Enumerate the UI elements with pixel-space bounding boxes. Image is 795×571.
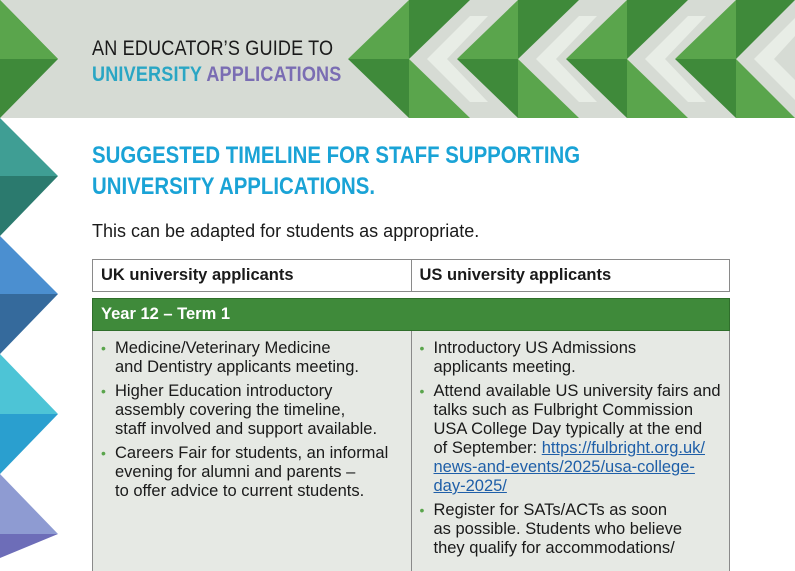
guide-title-word-university: UNIVERSITY: [92, 63, 202, 86]
fulbright-link-part1[interactable]: https://fulbright.org.uk/: [541, 439, 705, 457]
us-item-2-line-3: USA College Day typically at the end: [433, 420, 703, 438]
page-header: [0, 0, 795, 118]
us-item-1-line-1: • Introductory US Admissions: [433, 339, 637, 357]
section-title: [92, 140, 619, 202]
column-header-us: US university applicants: [411, 260, 730, 291]
term-body: [92, 331, 730, 571]
us-item-2-link-prefix: of September:: [433, 439, 542, 457]
intro-text: This can be adapted for students as appropriate.: [92, 221, 480, 241]
us-item-list: [420, 339, 724, 558]
uk-item-3-line-2: evening for alumni and parents –: [115, 463, 356, 481]
uk-column: [93, 331, 411, 571]
us-item-3-line-3: they qualify for accommodations/: [433, 539, 675, 557]
uk-item-3-line-1: • Careers Fair for students, an informal: [115, 444, 389, 462]
guide-title: [92, 36, 341, 88]
uk-item-3-line-3: to offer advice to current students.: [115, 482, 365, 500]
us-item-2-line-1: • Attend available US university fairs and: [433, 382, 721, 400]
us-item-register-sat-act: [420, 501, 724, 558]
us-item-2-line-2: talks such as Fulbright Commission: [433, 401, 694, 419]
uk-item-careers-fair: [101, 444, 405, 501]
us-item-3-line-1: • Register for SATs/ACTs as soon: [433, 501, 668, 519]
uk-item-2-line-2: assembly covering the timeline,: [115, 401, 346, 419]
uk-item-medicine-meeting: [101, 339, 405, 377]
term-header-year12-term1: Year 12 – Term 1: [92, 298, 730, 331]
section-title-line2: UNIVERSITY APPLICATIONS.: [92, 173, 375, 200]
us-item-university-fairs: [420, 382, 724, 496]
us-item-1-line-2: applicants meeting.: [433, 358, 576, 376]
uk-item-2-line-1: • Higher Education introductory: [115, 382, 333, 400]
column-header-uk: UK university applicants: [101, 266, 294, 284]
uk-item-he-assembly: [101, 382, 405, 439]
side-triangle-strip: [0, 118, 60, 558]
uk-item-1-line-2: and Dentistry applicants meeting.: [115, 358, 359, 376]
us-column: [411, 331, 730, 571]
uk-item-2-line-3: staff involved and support available.: [115, 420, 378, 438]
section-title-line1: SUGGESTED TIMELINE FOR STAFF SUPPORTING: [92, 142, 581, 169]
fulbright-link-part2[interactable]: news-and-events/2025/usa-college-: [433, 458, 695, 476]
us-item-3-line-2: as possible. Students who believe: [433, 520, 683, 538]
uk-item-list: [101, 339, 405, 501]
guide-title-line2: [92, 62, 341, 88]
us-item-2-line-4: [434, 439, 724, 458]
guide-title-word-applications: APPLICATIONS: [206, 63, 342, 86]
table-column-headers: [92, 259, 730, 292]
us-item-admissions-meeting: [420, 339, 724, 377]
guide-title-line1: AN EDUCATOR’S GUIDE TO: [92, 37, 334, 60]
uk-item-1-line-1: • Medicine/Veterinary Medicine: [115, 339, 331, 357]
fulbright-link-part3[interactable]: day-2025/: [433, 477, 507, 495]
